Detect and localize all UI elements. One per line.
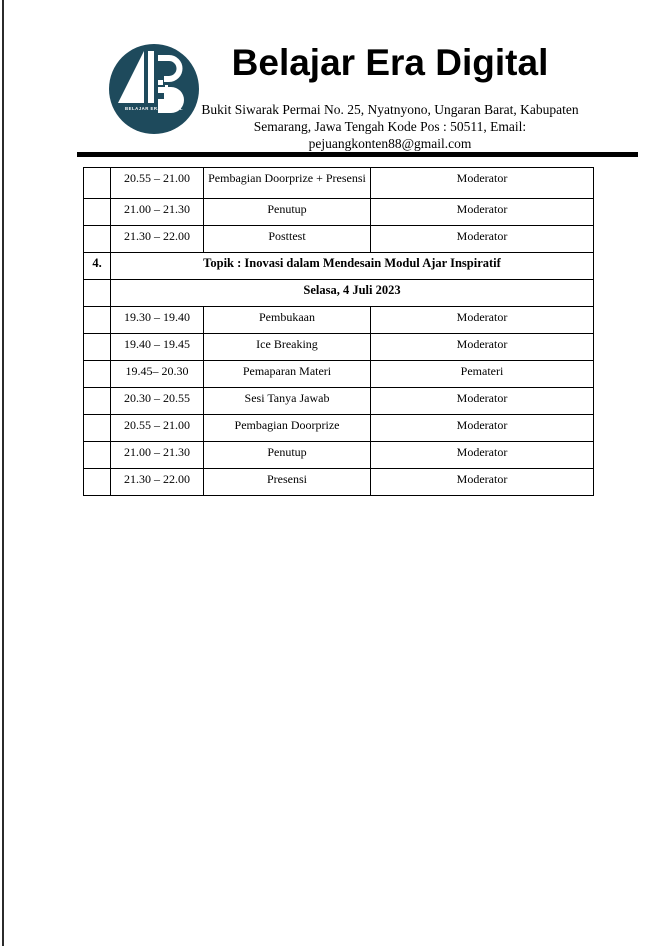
logo-text: BELAJAR ERA DIGITAL	[125, 106, 183, 111]
table-row	[84, 388, 594, 415]
table-row	[84, 361, 594, 388]
row-number-cell	[84, 388, 111, 415]
table-row	[84, 199, 594, 226]
table-row	[84, 334, 594, 361]
pic-cell: Moderator	[371, 469, 594, 496]
table-row	[84, 469, 594, 496]
letterhead	[185, 42, 595, 152]
time-cell: 21.00 – 21.30	[111, 442, 204, 469]
time-cell: 19.45– 20.30	[111, 361, 204, 388]
logo-b-notch	[158, 93, 164, 99]
activity-cell: Posttest	[204, 226, 371, 253]
logo-pixel-square	[165, 85, 168, 88]
row-number-cell	[84, 334, 111, 361]
time-cell: 19.40 – 19.45	[111, 334, 204, 361]
time-cell: 21.30 – 22.00	[111, 469, 204, 496]
row-number-cell	[84, 199, 111, 226]
table-row	[84, 226, 594, 253]
activity-cell: Presensi	[204, 469, 371, 496]
time-cell: 21.00 – 21.30	[111, 199, 204, 226]
date-cell: Selasa, 4 Juli 2023	[111, 280, 594, 307]
row-number-cell	[84, 307, 111, 334]
time-cell: 20.55 – 21.00	[111, 415, 204, 442]
pic-cell: Moderator	[371, 226, 594, 253]
table-row	[84, 168, 594, 199]
pic-cell: Moderator	[371, 415, 594, 442]
table-row-date	[84, 280, 594, 307]
logo-pixel-square	[158, 80, 163, 85]
organization-title: Belajar Era Digital	[231, 42, 549, 83]
row-number-cell	[84, 168, 111, 199]
pic-cell: Moderator	[371, 334, 594, 361]
activity-cell: Penutup	[204, 199, 371, 226]
row-number-cell	[84, 280, 111, 307]
time-cell: 20.30 – 20.55	[111, 388, 204, 415]
row-number-cell: 4.	[84, 253, 111, 280]
pic-cell: Moderator	[371, 168, 594, 199]
table-row	[84, 307, 594, 334]
activity-cell: Sesi Tanya Jawab	[204, 388, 371, 415]
row-number-cell	[84, 361, 111, 388]
table-row	[84, 442, 594, 469]
activity-cell: Pembukaan	[204, 307, 371, 334]
row-number-cell	[84, 415, 111, 442]
activity-cell: Pembagian Doorprize + Presensi	[204, 168, 371, 199]
activity-cell: Pemaparan Materi	[204, 361, 371, 388]
time-cell: 21.30 – 22.00	[111, 226, 204, 253]
address-line: Bukit Siwarak Permai No. 25, Nyatnyono, Ungaran Barat, Kabupaten	[201, 102, 579, 117]
time-cell: 19.30 – 19.40	[111, 307, 204, 334]
table-row-topic	[84, 253, 594, 280]
pic-cell: Moderator	[371, 307, 594, 334]
logo-pixel-square	[166, 77, 170, 81]
activity-cell: Ice Breaking	[204, 334, 371, 361]
time-cell: 20.55 – 21.00	[111, 168, 204, 199]
activity-cell: Pembagian Doorprize	[204, 415, 371, 442]
topic-cell: Topik : Inovasi dalam Mendesain Modul Ajar Inspiratif	[111, 253, 594, 280]
organization-address	[185, 101, 595, 152]
row-number-cell	[84, 226, 111, 253]
pic-cell: Pemateri	[371, 361, 594, 388]
letterhead-divider-rule	[77, 152, 638, 157]
logo-b-spine	[148, 51, 154, 103]
page-left-edge-line	[2, 0, 4, 946]
pic-cell: Moderator	[371, 388, 594, 415]
address-line: Semarang, Jawa Tengah Kode Pos : 50511, Email:	[253, 119, 527, 134]
row-number-cell	[84, 442, 111, 469]
address-line: pejuangkonten88@gmail.com	[308, 136, 472, 151]
pic-cell: Moderator	[371, 199, 594, 226]
table-row	[84, 415, 594, 442]
row-number-cell	[84, 469, 111, 496]
schedule-table	[83, 167, 594, 496]
pic-cell: Moderator	[371, 442, 594, 469]
activity-cell: Penutup	[204, 442, 371, 469]
